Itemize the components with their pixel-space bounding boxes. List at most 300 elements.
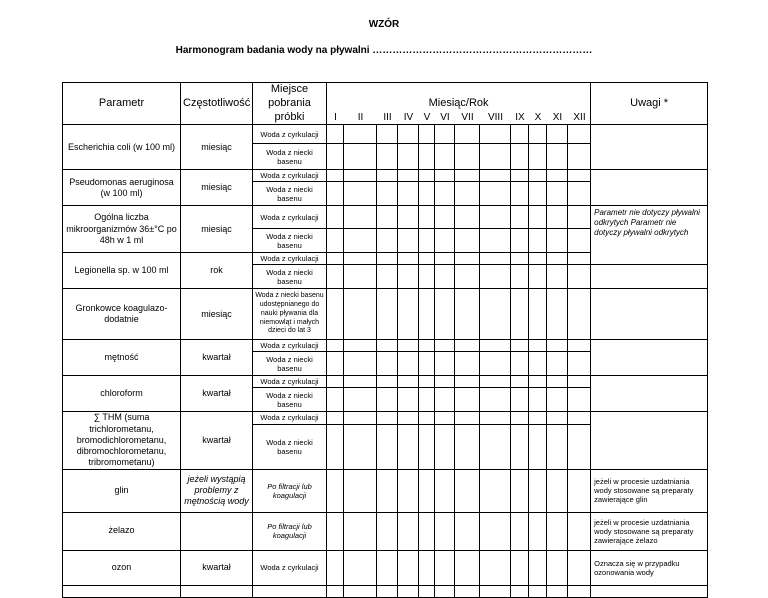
- month-cell[interactable]: [344, 412, 377, 424]
- month-cell[interactable]: [529, 512, 547, 550]
- month-cell[interactable]: [327, 229, 344, 253]
- month-cell[interactable]: [547, 265, 568, 289]
- month-cell[interactable]: [511, 352, 529, 376]
- month-cell[interactable]: [480, 182, 511, 206]
- month-cell[interactable]: [377, 340, 398, 352]
- header-months: [327, 83, 591, 125]
- note-gronkowce: [591, 289, 708, 340]
- param-pseudo: Pseudomonas aeruginosa (w 100 ml): [63, 170, 181, 206]
- month-cell[interactable]: [398, 144, 419, 170]
- month-cell[interactable]: [377, 412, 398, 424]
- month-cell[interactable]: [455, 125, 480, 144]
- month-cell[interactable]: [455, 376, 480, 388]
- month-cell[interactable]: [511, 424, 529, 469]
- month-cell[interactable]: [327, 412, 344, 424]
- month-cell[interactable]: [511, 376, 529, 388]
- param-glin: glin: [63, 469, 181, 512]
- note-metnosc: [591, 340, 708, 376]
- month-cell[interactable]: [547, 206, 568, 229]
- freq-thm: kwartał: [181, 412, 253, 469]
- document-subtitle: Harmonogram badania wody na pływalni …………………………………………………………: [175, 45, 593, 56]
- header-uwagi: Uwagi *: [591, 83, 708, 125]
- month-cell[interactable]: [435, 388, 455, 412]
- month-cell[interactable]: [327, 352, 344, 376]
- month-cell[interactable]: [377, 229, 398, 253]
- month-cell[interactable]: [568, 229, 591, 253]
- month-cell[interactable]: [419, 229, 435, 253]
- header-miesiac-rok: Miesiąc/Rok: [428, 97, 489, 109]
- month-cell[interactable]: [419, 144, 435, 170]
- note-ogolna: Parametr nie dotyczy pływalni odkrytych Parametr nie dotyczy pływalni odkrytych: [591, 206, 708, 265]
- month-cell[interactable]: [480, 388, 511, 412]
- month-cell[interactable]: [398, 585, 419, 597]
- param-metnosc: mętność: [63, 340, 181, 376]
- place-ecoli-2: Woda z niecki basenu: [253, 144, 327, 170]
- month-cell[interactable]: [398, 469, 419, 512]
- month-cell[interactable]: [480, 340, 511, 352]
- month-cell[interactable]: [568, 585, 591, 597]
- month-cell[interactable]: [377, 170, 398, 182]
- month-cell[interactable]: [435, 265, 455, 289]
- month-cell[interactable]: [547, 170, 568, 182]
- month-cell[interactable]: [398, 265, 419, 289]
- month-cell[interactable]: [547, 424, 568, 469]
- month-cell[interactable]: [455, 229, 480, 253]
- month-cell[interactable]: [547, 125, 568, 144]
- month-cell[interactable]: [344, 585, 377, 597]
- month-cell[interactable]: [529, 352, 547, 376]
- table-row: [63, 206, 708, 229]
- month-cell[interactable]: [480, 424, 511, 469]
- month-cell[interactable]: [547, 340, 568, 352]
- note-legionella-2: [591, 265, 708, 289]
- month-cell[interactable]: [480, 170, 511, 182]
- place-ozon-1: Woda z cyrkulacji: [253, 550, 327, 585]
- month-cell[interactable]: [435, 125, 455, 144]
- month-label: I: [334, 111, 337, 123]
- month-cell[interactable]: [568, 253, 591, 265]
- month-cell[interactable]: [435, 424, 455, 469]
- freq-gronkowce: miesiąc: [181, 289, 253, 340]
- month-cell[interactable]: [344, 182, 377, 206]
- month-cell[interactable]: [480, 289, 511, 340]
- freq-legionella: rok: [181, 253, 253, 289]
- month-cell[interactable]: [455, 424, 480, 469]
- month-cell[interactable]: [435, 340, 455, 352]
- month-cell[interactable]: [455, 352, 480, 376]
- month-cell[interactable]: [419, 182, 435, 206]
- month-cell[interactable]: [419, 512, 435, 550]
- month-cell[interactable]: [511, 340, 529, 352]
- month-cell[interactable]: [568, 388, 591, 412]
- month-cell[interactable]: [511, 289, 529, 340]
- month-cell[interactable]: [547, 229, 568, 253]
- month-cell[interactable]: [455, 265, 480, 289]
- month-cell[interactable]: [377, 144, 398, 170]
- month-cell[interactable]: [419, 424, 435, 469]
- place-gronkowce-1: Woda z niecki basenu udostępnianego do nauki pływania dla niemowląt i małych dzieci do lat 3: [253, 289, 327, 340]
- month-cell[interactable]: [435, 585, 455, 597]
- month-cell[interactable]: [511, 412, 529, 424]
- month-cell[interactable]: [511, 388, 529, 412]
- month-cell[interactable]: [529, 550, 547, 585]
- month-cell[interactable]: [327, 550, 344, 585]
- month-cell[interactable]: [327, 424, 344, 469]
- month-cell[interactable]: [455, 289, 480, 340]
- param-legionella: Legionella sp. w 100 ml: [63, 253, 181, 289]
- table-row: [63, 170, 708, 182]
- month-cell[interactable]: [435, 289, 455, 340]
- month-cell[interactable]: [327, 182, 344, 206]
- month-cell[interactable]: [455, 388, 480, 412]
- header-czestotliwosc: Częstotliwość: [181, 83, 253, 125]
- month-cell[interactable]: [480, 229, 511, 253]
- table-row-empty: [63, 585, 708, 597]
- month-cell[interactable]: [344, 125, 377, 144]
- month-cell[interactable]: [419, 469, 435, 512]
- month-cell[interactable]: [529, 229, 547, 253]
- month-cell[interactable]: [547, 388, 568, 412]
- month-cell[interactable]: [398, 412, 419, 424]
- month-cell[interactable]: [568, 340, 591, 352]
- table-row: [63, 412, 708, 424]
- header-parametr: Parametr: [63, 83, 181, 125]
- month-cell[interactable]: [377, 585, 398, 597]
- month-cell[interactable]: [398, 376, 419, 388]
- month-cell[interactable]: [398, 125, 419, 144]
- table-row: [63, 125, 708, 144]
- month-cell[interactable]: [344, 388, 377, 412]
- month-cell[interactable]: [327, 585, 344, 597]
- note-thm: [591, 412, 708, 469]
- month-cell[interactable]: [511, 125, 529, 144]
- empty-cell[interactable]: [253, 585, 327, 597]
- month-cell[interactable]: [480, 512, 511, 550]
- month-cell[interactable]: [568, 144, 591, 170]
- month-cell[interactable]: [529, 144, 547, 170]
- month-cell[interactable]: [327, 388, 344, 412]
- month-cell[interactable]: [435, 512, 455, 550]
- month-cell[interactable]: [435, 170, 455, 182]
- month-cell[interactable]: [511, 182, 529, 206]
- month-cell[interactable]: [529, 125, 547, 144]
- month-cell[interactable]: [568, 265, 591, 289]
- month-cell[interactable]: [568, 170, 591, 182]
- month-cell[interactable]: [344, 144, 377, 170]
- month-cell[interactable]: [419, 289, 435, 340]
- place-pseudo-1: Woda z cyrkulacji: [253, 170, 327, 182]
- place-pseudo-2: Woda z niecki basenu: [253, 182, 327, 206]
- empty-cell[interactable]: [63, 585, 181, 597]
- month-cell[interactable]: [398, 229, 419, 253]
- month-cell[interactable]: [377, 289, 398, 340]
- table-row: [63, 289, 708, 340]
- month-cell[interactable]: [398, 424, 419, 469]
- month-cell[interactable]: [435, 206, 455, 229]
- month-cell[interactable]: [547, 253, 568, 265]
- month-cell[interactable]: [547, 182, 568, 206]
- month-label: VI: [440, 111, 450, 123]
- month-cell[interactable]: [344, 512, 377, 550]
- month-cell[interactable]: [455, 412, 480, 424]
- month-cell[interactable]: [568, 289, 591, 340]
- month-cell[interactable]: [547, 585, 568, 597]
- place-zelazo-1: Po filtracji lub koagulacji: [253, 512, 327, 550]
- freq-metnosc: kwartał: [181, 340, 253, 376]
- param-ecoli: Escherichia coli (w 100 ml): [63, 125, 181, 170]
- month-cell[interactable]: [529, 170, 547, 182]
- month-cell[interactable]: [480, 125, 511, 144]
- month-cell[interactable]: [344, 424, 377, 469]
- month-cell[interactable]: [480, 144, 511, 170]
- month-cell[interactable]: [344, 352, 377, 376]
- month-cell[interactable]: [455, 144, 480, 170]
- month-cell[interactable]: [480, 352, 511, 376]
- month-cell[interactable]: [529, 585, 547, 597]
- month-cell[interactable]: [327, 376, 344, 388]
- month-cell[interactable]: [419, 206, 435, 229]
- month-cell[interactable]: [344, 376, 377, 388]
- table-row: [63, 550, 708, 585]
- month-cell[interactable]: [435, 376, 455, 388]
- note-pseudo: [591, 170, 708, 206]
- month-cell[interactable]: [455, 585, 480, 597]
- freq-chloroform: kwartał: [181, 376, 253, 412]
- month-cell[interactable]: [398, 388, 419, 412]
- month-cell[interactable]: [327, 289, 344, 340]
- month-cell[interactable]: [547, 469, 568, 512]
- month-cell[interactable]: [455, 469, 480, 512]
- month-cell[interactable]: [419, 352, 435, 376]
- month-cell[interactable]: [435, 253, 455, 265]
- month-cell[interactable]: [398, 352, 419, 376]
- month-cell[interactable]: [480, 376, 511, 388]
- month-cell[interactable]: [419, 550, 435, 585]
- table-row: [63, 376, 708, 388]
- month-cell[interactable]: [511, 229, 529, 253]
- month-cell[interactable]: [455, 512, 480, 550]
- month-cell[interactable]: [377, 424, 398, 469]
- month-cell[interactable]: [568, 512, 591, 550]
- param-gronkowce: Gronkowce koagulazo-dodatnie: [63, 289, 181, 340]
- month-cell[interactable]: [511, 585, 529, 597]
- month-cell[interactable]: [327, 340, 344, 352]
- month-cell[interactable]: [568, 125, 591, 144]
- table-row: [63, 512, 708, 550]
- month-label: IV: [403, 111, 414, 123]
- month-cell[interactable]: [327, 144, 344, 170]
- month-cell[interactable]: [547, 352, 568, 376]
- month-cell[interactable]: [398, 253, 419, 265]
- month-cell[interactable]: [377, 206, 398, 229]
- month-cell[interactable]: [568, 182, 591, 206]
- month-cell[interactable]: [419, 412, 435, 424]
- month-cell[interactable]: [419, 376, 435, 388]
- place-chloroform-1: Woda z cyrkulacji: [253, 376, 327, 388]
- month-cell[interactable]: [377, 265, 398, 289]
- month-cell[interactable]: [344, 550, 377, 585]
- month-cell[interactable]: [455, 170, 480, 182]
- month-cell[interactable]: [419, 125, 435, 144]
- month-cell[interactable]: [529, 265, 547, 289]
- month-cell[interactable]: [511, 253, 529, 265]
- place-glin-1: Po filtracji lub koagulacji: [253, 469, 327, 512]
- table-row: [63, 469, 708, 512]
- month-cell[interactable]: [344, 253, 377, 265]
- month-cell[interactable]: [529, 253, 547, 265]
- month-cell[interactable]: [377, 253, 398, 265]
- month-cell[interactable]: [435, 352, 455, 376]
- month-cell[interactable]: [511, 550, 529, 585]
- header-row: [63, 83, 708, 125]
- month-cell[interactable]: [344, 265, 377, 289]
- month-cell[interactable]: [344, 289, 377, 340]
- month-cell[interactable]: [327, 170, 344, 182]
- month-cell[interactable]: [529, 388, 547, 412]
- month-label: II: [357, 111, 364, 123]
- month-cell[interactable]: [455, 206, 480, 229]
- month-cell[interactable]: [435, 144, 455, 170]
- month-cell[interactable]: [327, 512, 344, 550]
- month-cell[interactable]: [511, 170, 529, 182]
- month-cell[interactable]: [529, 182, 547, 206]
- month-cell[interactable]: [511, 265, 529, 289]
- month-cell[interactable]: [568, 412, 591, 424]
- month-cell[interactable]: [398, 182, 419, 206]
- month-cell[interactable]: [344, 469, 377, 512]
- month-cell[interactable]: [377, 182, 398, 206]
- place-legionella-1: Woda z cyrkulacji: [253, 253, 327, 265]
- month-cell[interactable]: [568, 550, 591, 585]
- month-cell[interactable]: [568, 469, 591, 512]
- place-ecoli-1: Woda z cyrkulacji: [253, 125, 327, 144]
- month-cell[interactable]: [398, 206, 419, 229]
- month-cell[interactable]: [419, 170, 435, 182]
- month-cell[interactable]: [435, 229, 455, 253]
- month-cell[interactable]: [344, 206, 377, 229]
- month-label: VIII: [487, 111, 503, 123]
- month-cell[interactable]: [529, 289, 547, 340]
- month-cell[interactable]: [480, 412, 511, 424]
- month-cell[interactable]: [398, 550, 419, 585]
- month-cell[interactable]: [435, 412, 455, 424]
- month-cell[interactable]: [327, 253, 344, 265]
- month-cell[interactable]: [547, 376, 568, 388]
- param-thm: ∑ THM (suma trichlorometanu, bromodichlorometanu, dibromochlorometanu, tribromometanu): [63, 412, 181, 469]
- freq-zelazo: [181, 512, 253, 550]
- month-cell[interactable]: [547, 289, 568, 340]
- month-cell[interactable]: [327, 206, 344, 229]
- place-ogolna-1: Woda z cyrkulacji: [253, 206, 327, 229]
- month-cell[interactable]: [511, 469, 529, 512]
- month-label: XI: [552, 111, 563, 123]
- month-cell[interactable]: [529, 412, 547, 424]
- month-cell[interactable]: [547, 144, 568, 170]
- param-ogolna: Ogólna liczba mikroorganizmów 36±°C po 48h w 1 ml: [63, 206, 181, 253]
- month-cell[interactable]: [419, 585, 435, 597]
- place-ogolna-2: Woda z niecki basenu: [253, 229, 327, 253]
- param-chloroform: chloroform: [63, 376, 181, 412]
- month-cell[interactable]: [455, 550, 480, 585]
- month-cell[interactable]: [377, 388, 398, 412]
- note-ecoli: [591, 125, 708, 170]
- month-cell[interactable]: [455, 253, 480, 265]
- freq-ogolna: miesiąc: [181, 206, 253, 253]
- month-cell[interactable]: [435, 469, 455, 512]
- month-cell[interactable]: [419, 388, 435, 412]
- month-cell[interactable]: [344, 170, 377, 182]
- month-cell[interactable]: [419, 340, 435, 352]
- month-cell[interactable]: [511, 144, 529, 170]
- document-title: WZÓR: [368, 19, 400, 30]
- month-cell[interactable]: [377, 352, 398, 376]
- month-cell[interactable]: [327, 469, 344, 512]
- empty-cell[interactable]: [591, 585, 708, 597]
- month-cell[interactable]: [377, 376, 398, 388]
- month-cell[interactable]: [547, 412, 568, 424]
- month-cell[interactable]: [455, 340, 480, 352]
- freq-ecoli: miesiąc: [181, 125, 253, 170]
- place-metnosc-2: Woda z niecki basenu: [253, 352, 327, 376]
- month-cell[interactable]: [435, 550, 455, 585]
- month-cell[interactable]: [547, 550, 568, 585]
- month-cell[interactable]: [455, 182, 480, 206]
- month-cell[interactable]: [480, 253, 511, 265]
- month-cell[interactable]: [511, 512, 529, 550]
- month-cell[interactable]: [529, 206, 547, 229]
- month-cell[interactable]: [419, 265, 435, 289]
- month-cell[interactable]: [398, 170, 419, 182]
- month-cell[interactable]: [480, 585, 511, 597]
- month-cell[interactable]: [568, 424, 591, 469]
- month-cell[interactable]: [568, 352, 591, 376]
- month-cell[interactable]: [344, 229, 377, 253]
- month-cell[interactable]: [529, 340, 547, 352]
- month-cell[interactable]: [344, 340, 377, 352]
- empty-cell[interactable]: [181, 585, 253, 597]
- month-cell[interactable]: [529, 376, 547, 388]
- month-cell[interactable]: [435, 182, 455, 206]
- note-ozon: Oznacza się w przypadku ozonowania wody: [591, 550, 708, 585]
- place-chloroform-2: Woda z niecki basenu: [253, 388, 327, 412]
- month-cell[interactable]: [377, 125, 398, 144]
- param-zelazo: żelazo: [63, 512, 181, 550]
- month-cell[interactable]: [529, 424, 547, 469]
- month-cell[interactable]: [398, 340, 419, 352]
- month-cell[interactable]: [480, 265, 511, 289]
- month-cell[interactable]: [419, 253, 435, 265]
- month-cell[interactable]: [377, 469, 398, 512]
- note-glin: jeżeli w procesie uzdatniania wody stosowane są preparaty zawierające glin: [591, 469, 708, 512]
- month-cell[interactable]: [377, 550, 398, 585]
- month-cell[interactable]: [480, 469, 511, 512]
- month-cell[interactable]: [327, 265, 344, 289]
- month-cell[interactable]: [511, 206, 529, 229]
- month-cell[interactable]: [327, 125, 344, 144]
- month-cell[interactable]: [568, 376, 591, 388]
- month-cell[interactable]: [480, 206, 511, 229]
- month-cell[interactable]: [398, 289, 419, 340]
- month-cell[interactable]: [529, 469, 547, 512]
- month-cell[interactable]: [398, 512, 419, 550]
- month-cell[interactable]: [568, 206, 591, 229]
- month-cell[interactable]: [547, 512, 568, 550]
- freq-pseudo: miesiąc: [181, 170, 253, 206]
- month-cell[interactable]: [377, 512, 398, 550]
- table-row: [63, 340, 708, 352]
- month-cell[interactable]: [480, 550, 511, 585]
- header-miejsce: Miejsce pobrania próbki: [253, 83, 327, 125]
